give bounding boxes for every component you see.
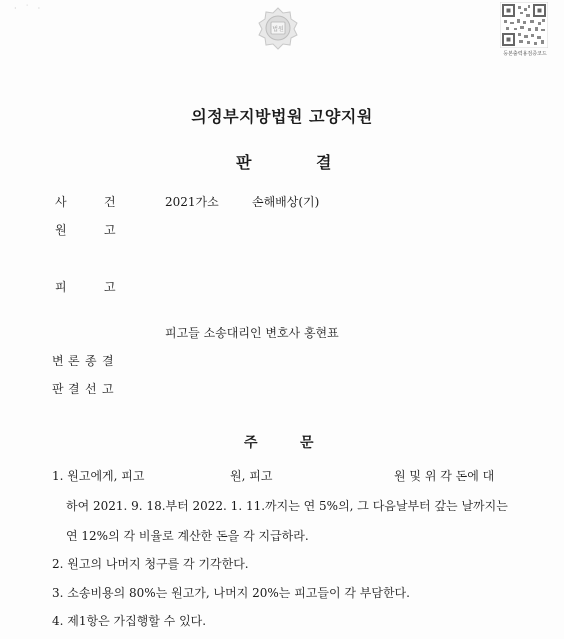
closing-label-char-1: 변 [52,354,64,368]
doc-title-char-1: 판 [236,153,252,172]
court-seal-icon [256,6,300,50]
order-item1-mid: 원, 피고 [230,469,273,483]
qr-caption: 등본출력용검증코드 [503,51,547,57]
case-name: 손해배상(기) [252,195,320,209]
plaintiff-label-char-2: 고 [104,223,116,237]
scan-specks: · ˙ · [14,4,44,13]
order-title-char-2: 문 [300,435,314,451]
order-item1-prefix: 1. 원고에게, 피고 [52,469,145,483]
ruling-label-char-2: 결 [68,382,80,396]
ruling-label-char-4: 고 [102,382,114,396]
closing-label-char-2: 론 [68,354,80,368]
order-item4: 4. 제1항은 가집행할 수 있다. [52,614,207,628]
closing-label-char-3: 종 [85,354,97,368]
case-label-char-1: 사 [55,195,67,209]
doc-title-char-2: 결 [316,153,332,172]
closing-label-char-4: 결 [102,354,114,368]
order-item1-line2: 하여 2021. 9. 18.부터 2022. 1. 11.까지는 연 5%의, 그 다음날부터 갚는 날까지는 [66,499,508,513]
order-item2: 2. 원고의 나머지 청구를 각 기각한다. [52,557,249,571]
order-item1-end: 원 및 위 각 돈에 대 [394,469,495,483]
order-title-char-1: 주 [244,435,258,451]
ruling-label-char-1: 판 [52,382,64,396]
order-item1-line3: 연 12%의 각 비율로 계산한 돈을 각 지급하라. [66,529,309,543]
ruling-label-char-3: 선 [85,382,97,396]
seal-text: 법원 [272,26,284,33]
order-item3: 3. 소송비용의 80%는 원고가, 나머지 20%는 피고들이 각 부담한다. [52,586,410,600]
defendant-label-char-2: 고 [104,280,116,294]
court-name: 의정부지방법원 고양지원 [191,107,373,126]
case-number: 2021가소 [165,195,219,209]
defendant-counsel: 피고들 소송대리인 변호사 홍현표 [165,326,339,340]
defendant-label-char-1: 피 [55,280,67,294]
plaintiff-label-char-1: 원 [55,223,67,237]
qr-code-icon [500,2,548,48]
case-label-char-2: 건 [104,195,116,209]
